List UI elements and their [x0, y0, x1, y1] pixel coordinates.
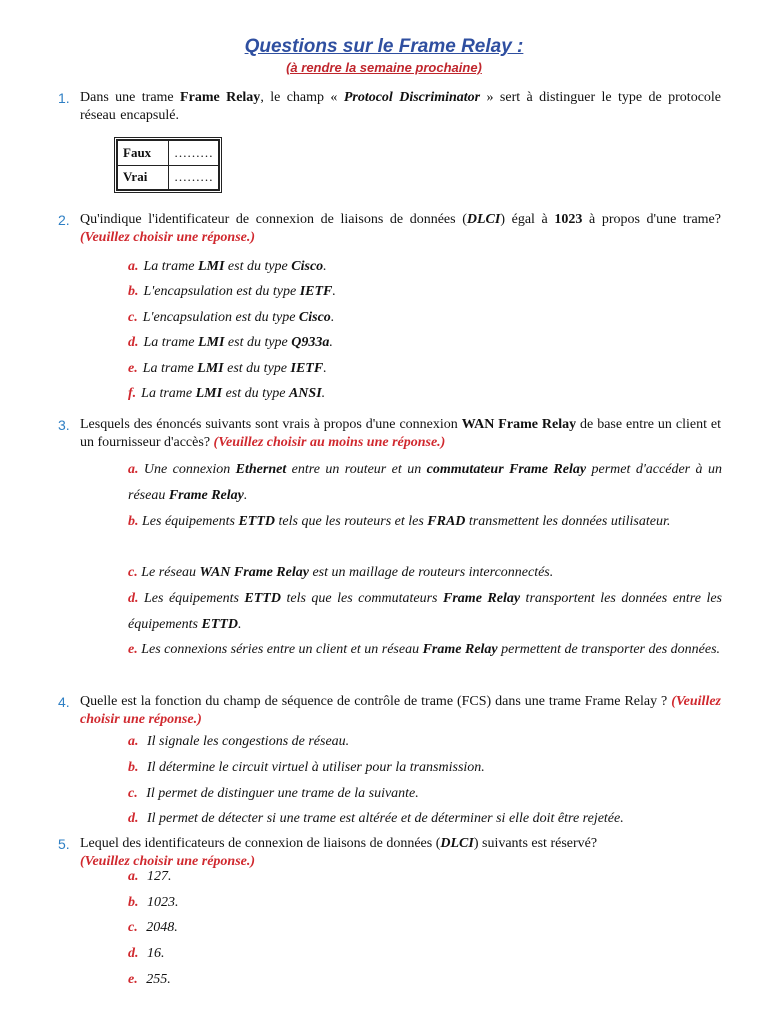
question-number: 4.	[58, 694, 70, 710]
question-2: 2. Qu'indique l'identificateur de connexion de liaisons de données (DLCI) égal à 1023 à propos d'une trame? (Veuillez choisir une réponse.)	[58, 212, 721, 245]
option-5d: d. 16.	[128, 946, 165, 961]
option-5b: b. 1023.	[128, 895, 179, 910]
answer-hint: (Veuillez choisir au moins une réponse.)	[213, 435, 446, 450]
question-3: 3. Lesquels des énoncés suivants sont vrais à propos d'une connexion WAN Frame Relay de base entre un client et un fournisseur d'accès? (Veuillez choisir au moins une réponse.)	[58, 417, 721, 450]
answer-hint: (Veuillez choisir une réponse.)	[80, 854, 256, 869]
option-4c: c. Il permet de distinguer une trame de la suivante.	[128, 786, 419, 801]
table-cell-answer: ………	[169, 141, 219, 166]
table-row	[118, 141, 219, 166]
option-4d: d. Il permet de détecter si une trame est altérée et de déterminer si elle doit être rejetée.	[128, 811, 624, 826]
table-cell-label: Vrai	[118, 165, 169, 190]
table-cell-label: Faux	[118, 141, 169, 166]
option-2e: e. La trame LMI est du type IETF.	[128, 361, 327, 376]
table-cell-answer: ………	[169, 165, 219, 190]
question-5: 5. Lequel des identificateurs de connexion de liaisons de données (DLCI) suivants est réservé? (Veuillez choisir une réponse.)	[58, 836, 598, 869]
option-5a: a. 127.	[128, 869, 172, 884]
option-3a: a. Une connexion Ethernet entre un routeur et un commutateur Frame Relay permet d'accéder à un réseau Frame Relay.	[128, 462, 722, 503]
option-2f: f. La trame LMI est du type ANSI.	[128, 386, 326, 401]
question-number: 3.	[58, 417, 70, 433]
answer-hint: (Veuillez choisir une réponse.)	[80, 230, 256, 245]
option-3b: b. Les équipements ETTD tels que les routeurs et les FRAD transmettent les données utilisateur.	[128, 514, 671, 529]
question-number: 2.	[58, 212, 70, 228]
option-4b: b. Il détermine le circuit virtuel à utiliser pour la transmission.	[128, 760, 485, 775]
option-3e: e. Les connexions séries entre un client et un réseau Frame Relay permettent de transporter des données.	[128, 642, 721, 657]
page-title: Questions sur le Frame Relay :	[244, 36, 524, 57]
question-number: 5.	[58, 836, 70, 852]
option-2d: d. La trame LMI est du type Q933a.	[128, 335, 333, 350]
true-false-table	[114, 137, 222, 193]
option-2c: c. L'encapsulation est du type Cisco.	[128, 310, 335, 325]
question-number: 1.	[58, 90, 70, 106]
question-4: 4. Quelle est la fonction du champ de séquence de contrôle de trame (FCS) dans une trame Frame Relay ? (Veuillez choisir une réponse.)	[58, 694, 721, 727]
option-4a: a. Il signale les congestions de réseau.	[128, 734, 350, 749]
option-5e: e. 255.	[128, 972, 171, 987]
answer-hint: (Veuillez choisir une réponse.)	[80, 694, 721, 727]
page-subtitle: (à rendre la semaine prochaine)	[286, 60, 482, 75]
option-2a: a. La trame LMI est du type Cisco.	[128, 259, 327, 274]
option-2b: b. L'encapsulation est du type IETF.	[128, 284, 336, 299]
option-3d: d. Les équipements ETTD tels que les commutateurs Frame Relay transportent les données entre les équipements ETTD.	[128, 591, 723, 632]
table-row	[118, 165, 219, 190]
question-1: 1. Dans une trame Frame Relay, le champ « Protocol Discriminator » sert à distinguer le type de protocole réseau encapsulé.	[58, 90, 722, 123]
option-3c: c. Le réseau WAN Frame Relay est un maillage de routeurs interconnectés.	[128, 565, 554, 580]
option-5c: c. 2048.	[128, 920, 178, 935]
